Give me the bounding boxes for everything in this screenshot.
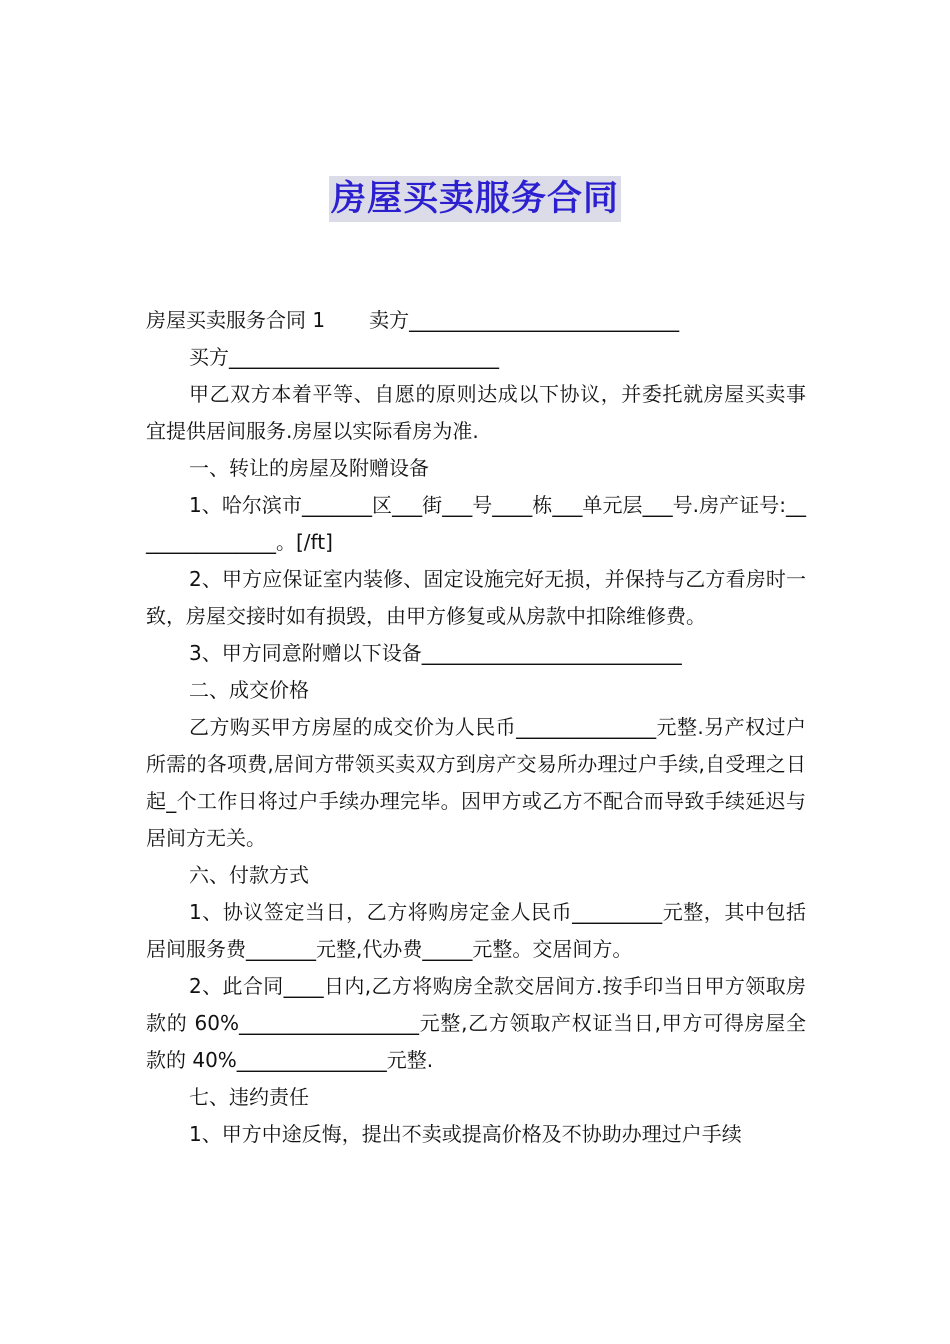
buyer-line: 买方___________________________	[189, 345, 499, 369]
paragraph-heading-a: 房屋买卖服务合同 1	[146, 308, 326, 332]
clause-1-3: 3、甲方同意附赠以下设备__________________________	[189, 641, 682, 665]
section-heading-2: 二、成交价格	[189, 678, 309, 702]
intro-paragraph: 甲乙双方本着平等、自愿的原则达成以下协议，并委托就房屋买卖事宜提供居间服务.房屋以实际看房为准.	[146, 382, 806, 443]
document-body	[146, 302, 806, 1153]
seller-line: 卖方___________________________	[369, 308, 680, 332]
title-wrap	[0, 176, 950, 222]
clause-2-1: 乙方购买甲方房屋的成交价为人民币______________元整.另产权过户所需的各项费,居间方带领买卖双方到房产交易所办理过户手续,自受理之日起_个工作日将过户手续办理完毕。因甲方或乙方不配合而导致手续延迟与居间方无关。	[146, 715, 806, 850]
paragraph-heading-line	[146, 302, 806, 339]
clause-1-2: 2、甲方应保证室内装修、固定设施完好无损，并保持与乙方看房时一致，房屋交接时如有损毁，由甲方修复或从房款中扣除维修费。	[146, 567, 806, 628]
section-heading-7: 七、违约责任	[189, 1085, 309, 1109]
section-heading-1: 一、转让的房屋及附赠设备	[189, 456, 429, 480]
section-heading-6: 六、付款方式	[189, 863, 309, 887]
clause-1-1: 1、哈尔滨市_______区___街___号____栋___单元层___号.房产证号:_______________。[/ft]	[146, 493, 806, 554]
clause-6-1: 1、协议签定当日，乙方将购房定金人民币_________元整，其中包括居间服务费_______元整,代办费_____元整。交居间方。	[146, 900, 806, 961]
document-title: 房屋买卖服务合同	[329, 176, 621, 222]
clause-6-2: 2、此合同____日内,乙方将购房全款交居间方.按手印当日甲方领取房款的 60%__________________元整,乙方领取产权证当日,甲方可得房屋全款的 40%_______________元整.	[146, 974, 806, 1072]
clause-7-1: 1、甲方中途反悔，提出不卖或提高价格及不协助办理过户手续	[189, 1122, 742, 1146]
